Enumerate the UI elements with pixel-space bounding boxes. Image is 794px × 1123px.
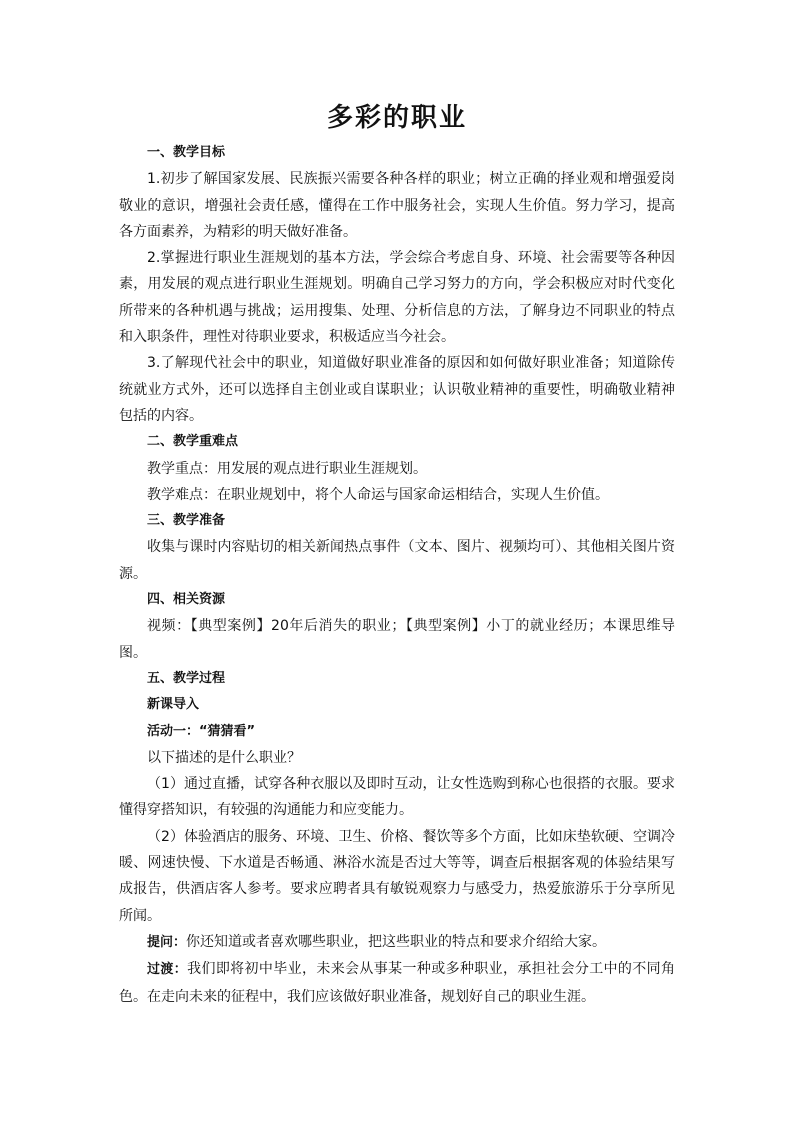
- subheading-new-lesson: 新课导入: [147, 697, 200, 713]
- document-page: [119, 98, 675, 1010]
- document-title: 多彩的职业: [326, 103, 467, 133]
- transition-label: 过渡：: [147, 962, 188, 978]
- section-heading-preparation: 三、教学准备: [147, 513, 226, 529]
- section-heading-objectives: 一、教学目标: [147, 145, 226, 160]
- activity-item-1: （1）通过直播，试穿各种衣服以及即时互动，让女性选购到称心也很搭的衣服。要求懂得穿搭知识，有较强的沟通能力和应变能力。: [119, 776, 675, 819]
- ask-paragraph: [119, 929, 675, 956]
- objective-paragraph-2: 2.掌握进行职业生涯规划的基本方法，学会综合考虑自身、环境、社会需要等各种因素，用发展的观点进行职业生涯规划。明确自己学习努力的方向，学会积极应对时代变化所带来的各种机遇与挑战；运用搜集、处理、分析信息的方法，了解身边不同职业的特点和入职条件，理性对待职业要求，积极适应当今社会。: [119, 250, 675, 346]
- activity-question: 以下描述的是什么职业？: [147, 749, 301, 766]
- section-heading-key-points: 二、教学重难点: [147, 434, 239, 450]
- key-point-text: 教学重点：用发展的观点进行职业生涯规划。: [147, 460, 427, 477]
- ask-label: 提问：: [147, 934, 187, 950]
- section-heading-resources: 四、相关资源: [147, 592, 226, 608]
- activity-item-2: （2）体验酒店的服务、环境、卫生、价格、餐饮等多个方面，比如床垫软硬、空调冷暖、网速快慢、下水道是否畅通、淋浴水流是否过大等等，调查后根据客观的体验结果写成报告，供酒店客人参考。要求应聘者具有敏锐观察力与感受力，热爱旅游乐于分享所见所闻。: [119, 828, 675, 924]
- transition-paragraph: [119, 956, 675, 1010]
- difficult-point-text: 教学难点：在职业规划中，将个人命运与国家命运相结合，实现人生价值。: [147, 486, 609, 503]
- subheading-activity-one: 活动一：“猜猜看”: [147, 723, 256, 739]
- ask-text: 你还知道或者喜欢哪些职业，把这些职业的特点和要求介绍给大家。: [186, 933, 607, 950]
- preparation-paragraph: 收集与课时内容贴切的相关新闻热点事件（文本、图片、视频均可）、其他相关图片资源。: [119, 539, 675, 582]
- resources-paragraph: 视频：【典型案例】20年后消失的职业；【典型案例】小丁的就业经历；本课思维导图。: [119, 618, 675, 661]
- section-heading-process: 五、教学过程: [147, 670, 226, 686]
- objective-paragraph-1: 1.初步了解国家发展、民族振兴需要各种各样的职业；树立正确的择业观和增强爱岗敬业的意识，增强社会责任感，懂得在工作中服务社会，实现人生价值。努力学习，提高各方面素养，为精彩的明天做好准备。: [119, 171, 675, 240]
- objective-paragraph-3: 3.了解现代社会中的职业，知道做好职业准备的原因和如何做好职业准备；知道除传统就业方式外，还可以选择自主创业或自谋职业；认识敬业精神的重要性，明确敬业精神包括的内容。: [119, 355, 675, 424]
- transition-text: 我们即将初中毕业，未来会从事某一种或多种职业，承担社会分工中的不同角色。在走向未来的征程中，我们应该做好职业准备，规划好自己的职业生涯。: [119, 961, 675, 1005]
